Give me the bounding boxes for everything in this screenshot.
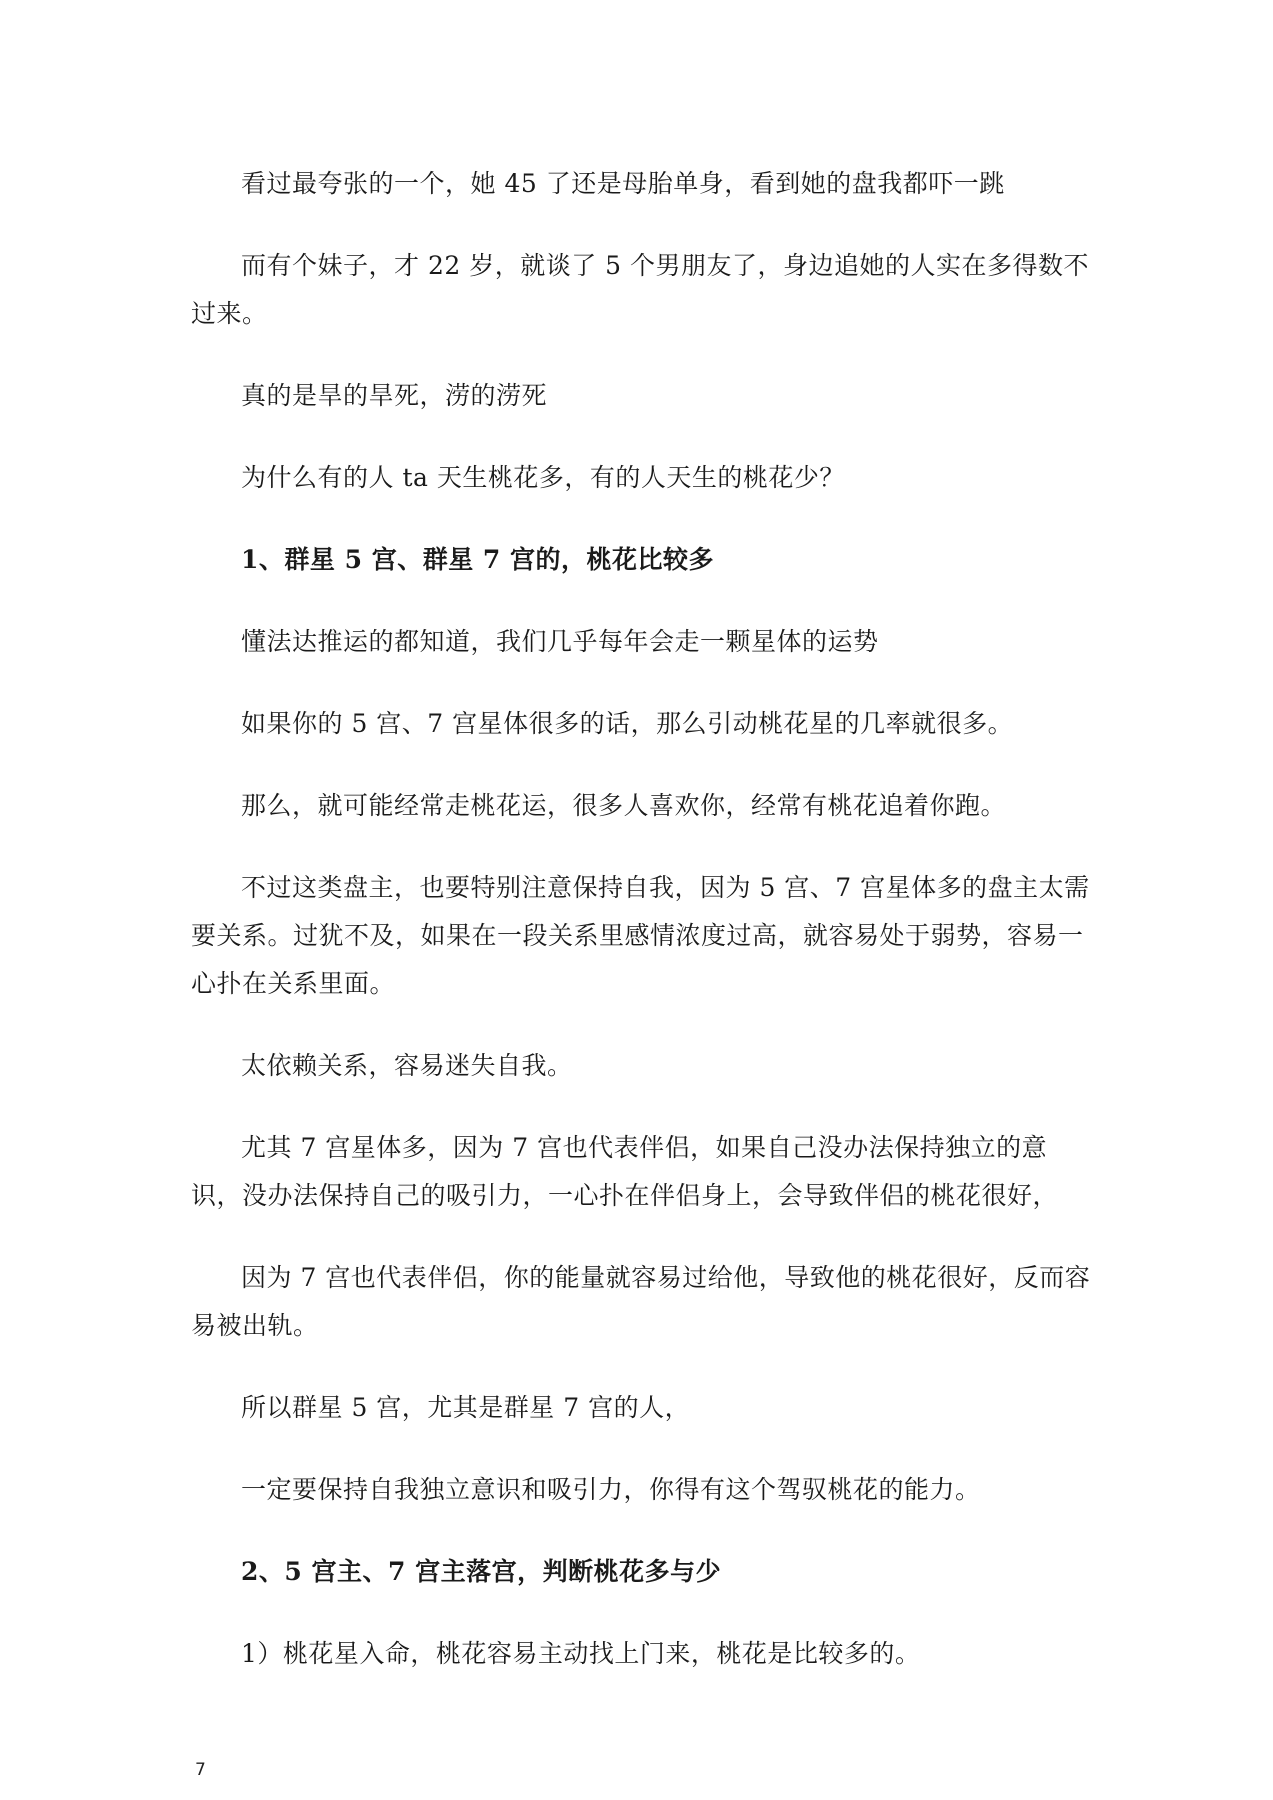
paragraph: 尤其 7 宫星体多，因为 7 宫也代表伴侣，如果自己没办法保持独立的意识，没办法保持自己的吸引力，一心扑在伴侣身上，会导致伴侣的桃花很好， — [191, 1133, 1059, 1210]
paragraph: 看过最夸张的一个，她 45 了还是母胎单身，看到她的盘我都吓一跳 — [241, 169, 1005, 198]
paragraph: 为什么有的人 ta 天生桃花多，有的人天生的桃花少？ — [241, 463, 845, 492]
paragraph: 太依赖关系，容易迷失自我。 — [241, 1051, 573, 1080]
paragraph: 不过这类盘主，也要特别注意保持自我，因为 5 宫、7 宫星体多的盘主太需要关系。过犹不及，如果在一段关系里感情浓度过高，就容易处于弱势，容易一心扑在关系里面。 — [191, 873, 1090, 998]
paragraph: 因为 7 宫也代表伴侣，你的能量就容易过给他，导致他的桃花很好，反而容易被出轨。 — [191, 1263, 1091, 1340]
document-body — [191, 160, 1091, 1712]
paragraph: 懂法达推运的都知道，我们几乎每年会走一颗星体的运势 — [241, 627, 879, 656]
section-heading: 1、群星 5 宫、群星 7 宫的，桃花比较多 — [241, 545, 715, 574]
paragraph: 那么，就可能经常走桃花运，很多人喜欢你，经常有桃花追着你跑。 — [241, 791, 1007, 820]
page-number: 7 — [195, 1760, 206, 1780]
paragraph: 一定要保持自我独立意识和吸引力，你得有这个驾驭桃花的能力。 — [241, 1475, 981, 1504]
paragraph: 所以群星 5 宫，尤其是群星 7 宫的人， — [241, 1393, 691, 1422]
section-heading: 2、5 宫主、7 宫主落宫，判断桃花多与少 — [241, 1557, 722, 1586]
paragraph: 真的是旱的旱死，涝的涝死 — [241, 381, 548, 410]
paragraph: 如果你的 5 宫、7 宫星体很多的话，那么引动桃花星的几率就很多。 — [241, 709, 1014, 738]
paragraph: 而有个妹子，才 22 岁，就谈了 5 个男朋友了，身边追她的人实在多得数不过来。 — [191, 251, 1090, 328]
paragraph: 1）桃花星入命，桃花容易主动找上门来，桃花是比较多的。 — [241, 1639, 921, 1668]
